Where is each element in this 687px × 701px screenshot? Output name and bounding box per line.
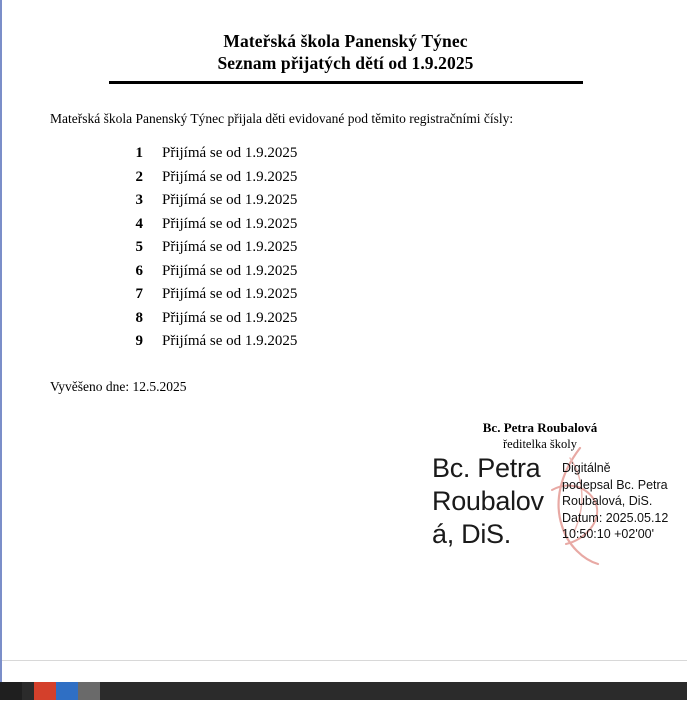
list-item-number: 5 — [135, 239, 143, 255]
list-item-number: 1 — [135, 145, 143, 161]
accepted-children-list — [4, 145, 687, 357]
signature-meta-line-1: Digitálně — [562, 461, 611, 475]
list-item-text: Přijímá se od 1.9.2025 — [162, 262, 298, 279]
signature-meta-line-5: 10:50:10 +02'00' — [562, 527, 655, 541]
taskbar-app-icon-grey[interactable] — [78, 682, 100, 700]
list-item — [4, 310, 687, 334]
signature-script-line-1: Bc. Petra — [432, 453, 541, 483]
taskbar-start-button[interactable] — [0, 682, 22, 700]
list-item — [4, 263, 687, 287]
list-item-text: Přijímá se od 1.9.2025 — [162, 309, 298, 326]
list-item — [4, 169, 687, 193]
signature-script-line-2: Roubalov — [432, 486, 544, 516]
intro-paragraph: Mateřská škola Panenský Týnec přijala děti evidované pod těmito registračními čísly: — [50, 111, 514, 126]
list-item-number: 4 — [135, 215, 143, 232]
list-item — [4, 286, 687, 310]
list-item — [4, 333, 687, 357]
list-item-text: Přijímá se od 1.9.2025 — [162, 239, 298, 255]
page-title-line-2: Seznam přijatých dětí od 1.9.2025 — [217, 53, 474, 73]
posted-date: Vyvěšeno dne: 12.5.2025 — [50, 378, 187, 394]
digital-signature-stamp[interactable] — [432, 452, 687, 572]
list-item — [4, 145, 687, 169]
signature-meta-line-3: Roubalová, DiS. — [562, 494, 653, 508]
page-title-line-1: Mateřská škola Panenský Týnec — [223, 31, 468, 51]
document-page — [4, 0, 687, 660]
signature-script — [432, 452, 570, 551]
signature-script-line-3: á, DiS. — [432, 519, 511, 549]
list-item-number: 7 — [135, 286, 143, 302]
list-item — [4, 192, 687, 216]
signature-meta-line-4: Datum: 2025.05.12 — [562, 510, 669, 525]
list-item-text: Přijímá se od 1.9.2025 — [162, 333, 298, 349]
signatory-role: ředitelka školy — [503, 437, 577, 451]
signatory-name: Bc. Petra Roubalová — [482, 420, 598, 435]
list-item-number: 3 — [135, 192, 143, 208]
list-item-text: Přijímá se od 1.9.2025 — [162, 192, 298, 208]
list-item-number: 8 — [135, 309, 143, 326]
signature-block — [434, 420, 684, 452]
list-item — [4, 239, 687, 263]
list-item-text: Přijímá se od 1.9.2025 — [162, 168, 298, 185]
list-item-number: 9 — [135, 333, 143, 349]
list-item-number: 2 — [135, 168, 143, 185]
document-header — [4, 0, 687, 84]
taskbar-app-icon-red[interactable] — [34, 682, 56, 700]
taskbar[interactable] — [0, 682, 687, 700]
taskbar-app-icon-blue[interactable] — [56, 682, 78, 700]
signature-meta-line-2: podepsal Bc. Petra — [562, 477, 668, 492]
list-item-text: Přijímá se od 1.9.2025 — [162, 215, 298, 232]
list-item-number: 6 — [135, 262, 143, 279]
list-item-text: Přijímá se od 1.9.2025 — [162, 286, 298, 302]
list-item-text: Přijímá se od 1.9.2025 — [162, 145, 298, 161]
header-divider — [109, 81, 583, 84]
list-item — [4, 216, 687, 240]
signature-metadata — [562, 460, 687, 543]
